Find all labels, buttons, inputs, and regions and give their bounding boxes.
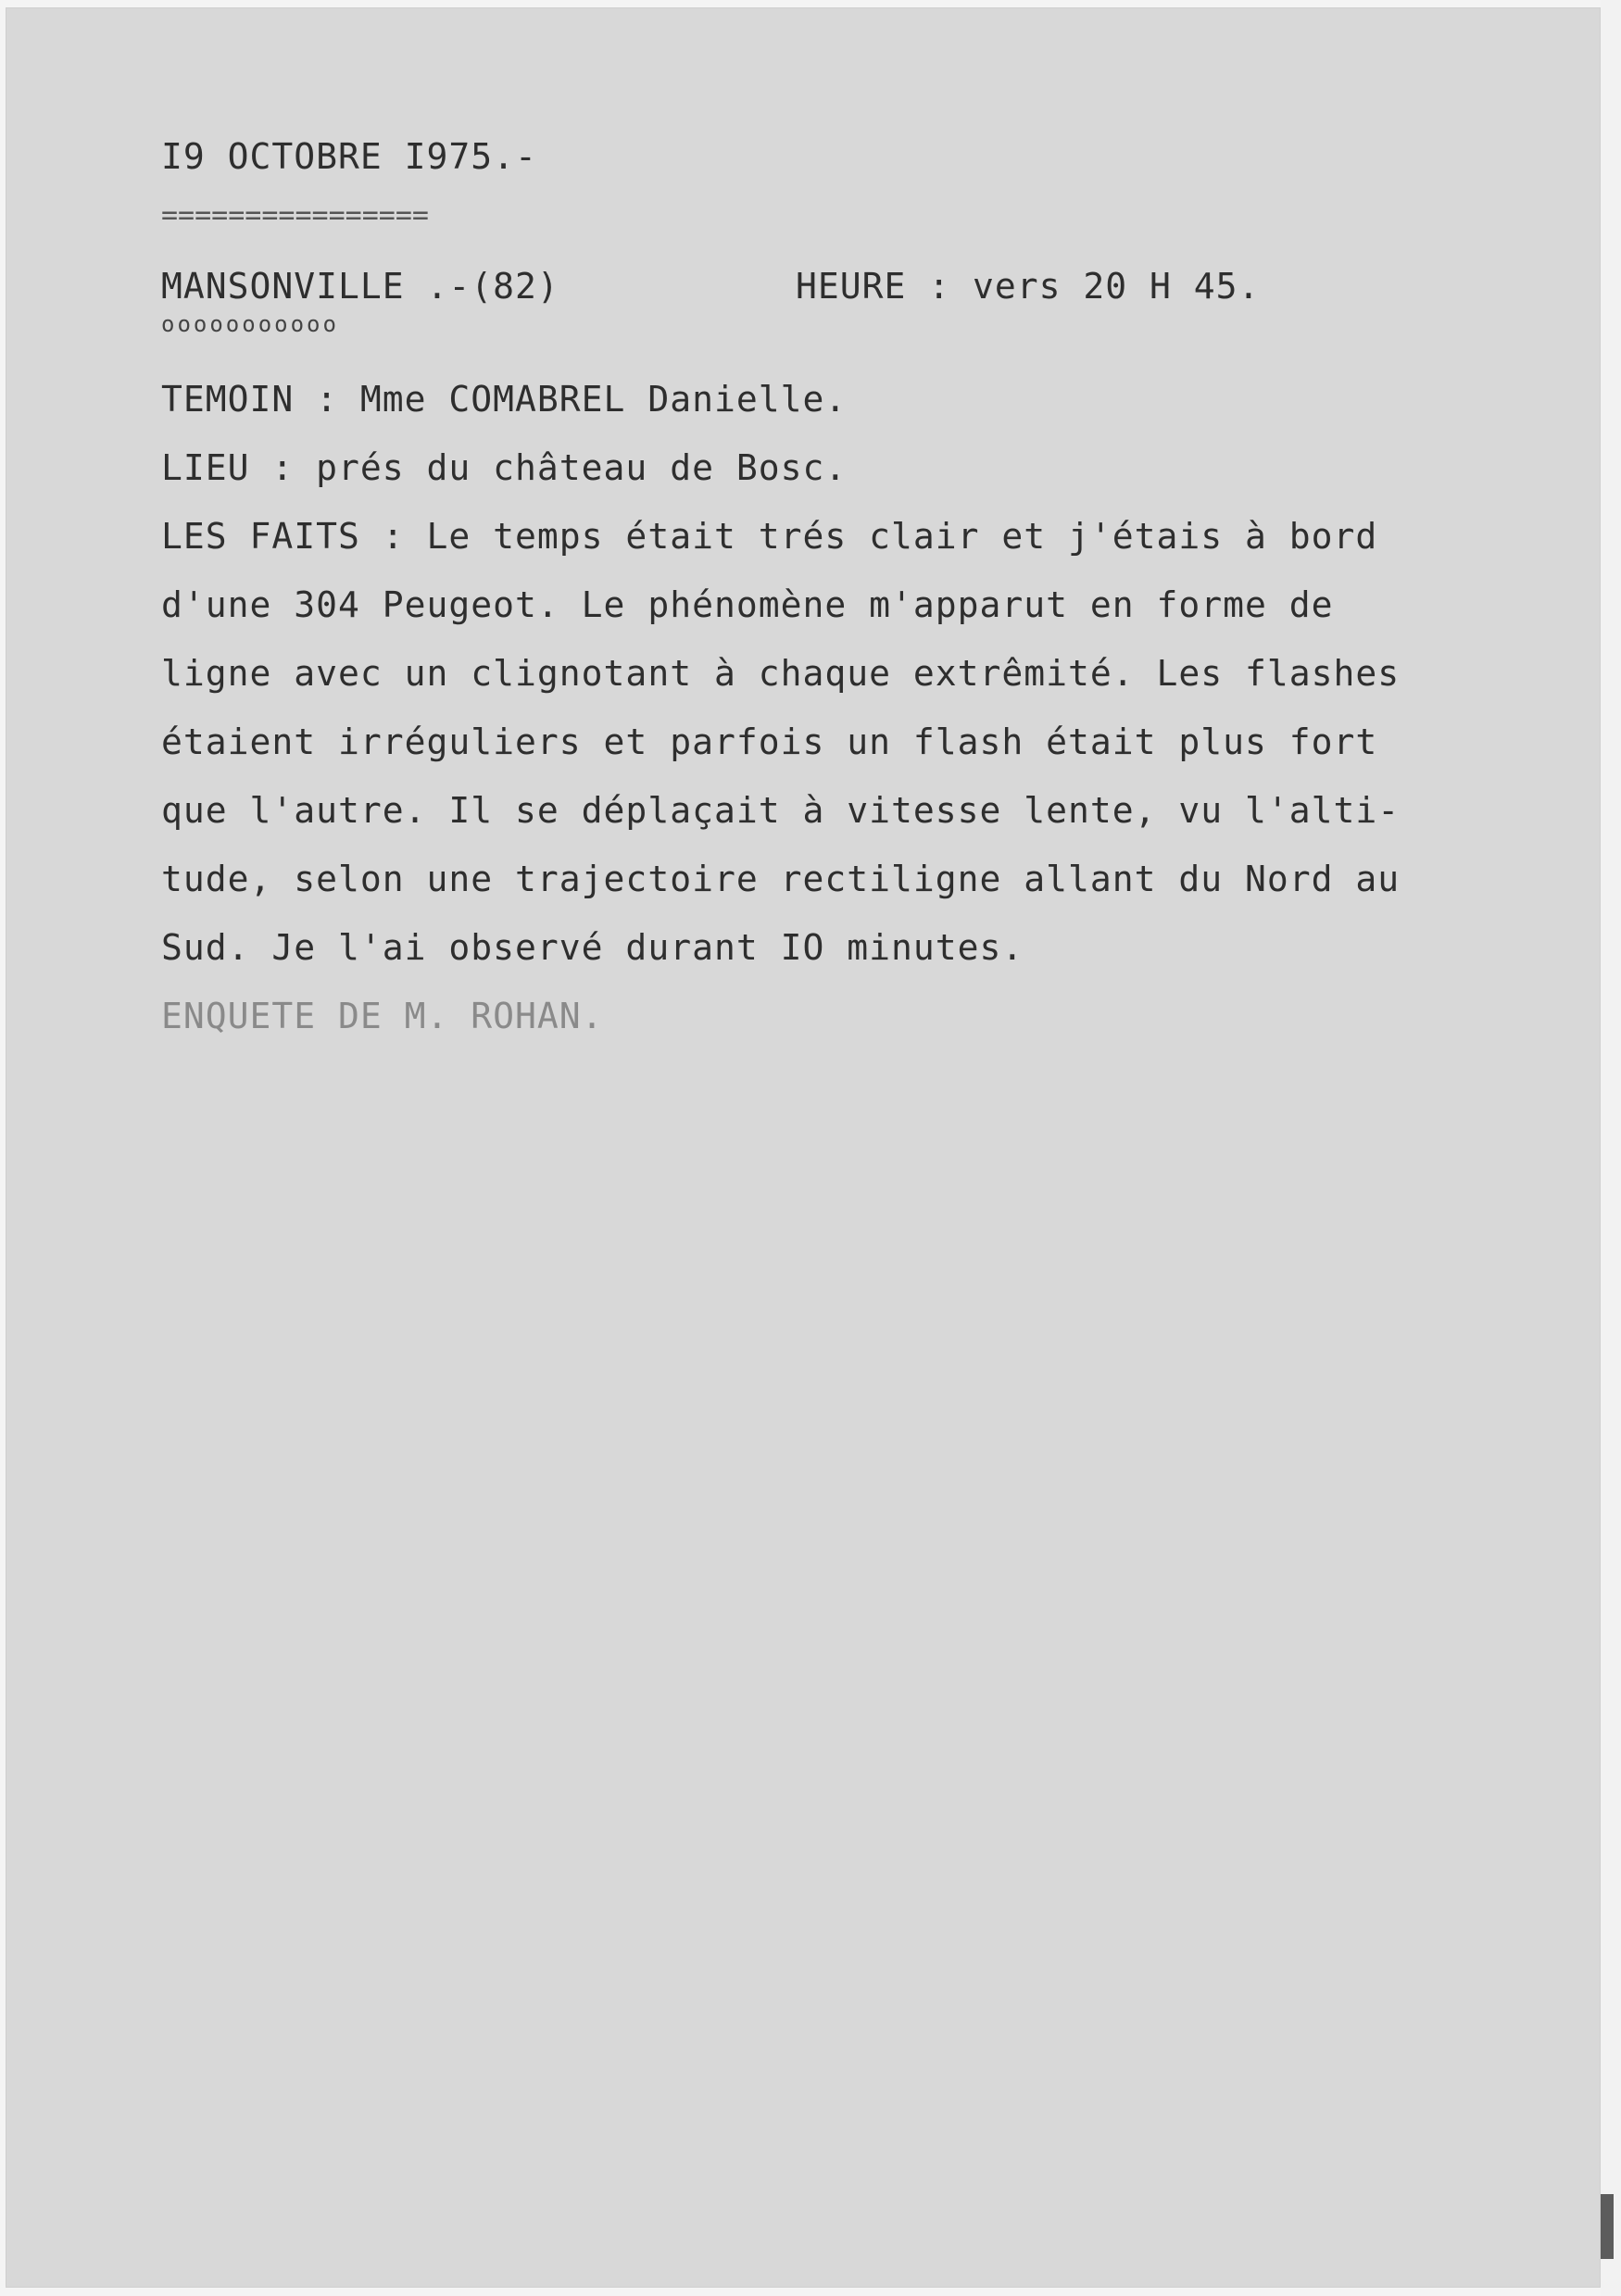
scan-edge	[1601, 0, 1621, 2296]
facts-line: ligne avec un clignotant à chaque extrêmité. Les flashes	[161, 653, 1401, 694]
location-field: LIEU : prés du château de Bosc.	[161, 447, 848, 488]
time-field: HEURE : vers 20 H 45.	[796, 266, 1261, 307]
witness-field: TEMOIN : Mme COMABREL Danielle.	[161, 379, 848, 420]
facts-line: étaient irréguliers et parfois un flash était plus fort	[161, 721, 1378, 762]
paper-sheet	[6, 7, 1601, 2288]
facts-line: Sud. Je l'ai observé durant IO minutes.	[161, 927, 1024, 968]
investigation-credit: ENQUETE DE M. ROHAN.	[161, 996, 604, 1036]
scan-corner-mark	[1601, 2194, 1614, 2259]
facts-line: d'une 304 Peugeot. Le phénomène m'apparut en forme de	[161, 584, 1334, 625]
date-underline: ================	[161, 199, 429, 232]
report-date: I9 OCTOBRE I975.-	[161, 136, 537, 177]
place-underline: ooooooooooo	[161, 311, 339, 337]
facts-line: LES FAITS : Le temps était trés clair et j'étais à bord	[161, 516, 1378, 557]
place-name: MANSONVILLE .-(82)	[161, 266, 559, 307]
facts-line: tude, selon une trajectoire rectiligne allant du Nord au	[161, 859, 1401, 899]
facts-line: que l'autre. Il se déplaçait à vitesse lente, vu l'alti-	[161, 790, 1401, 831]
